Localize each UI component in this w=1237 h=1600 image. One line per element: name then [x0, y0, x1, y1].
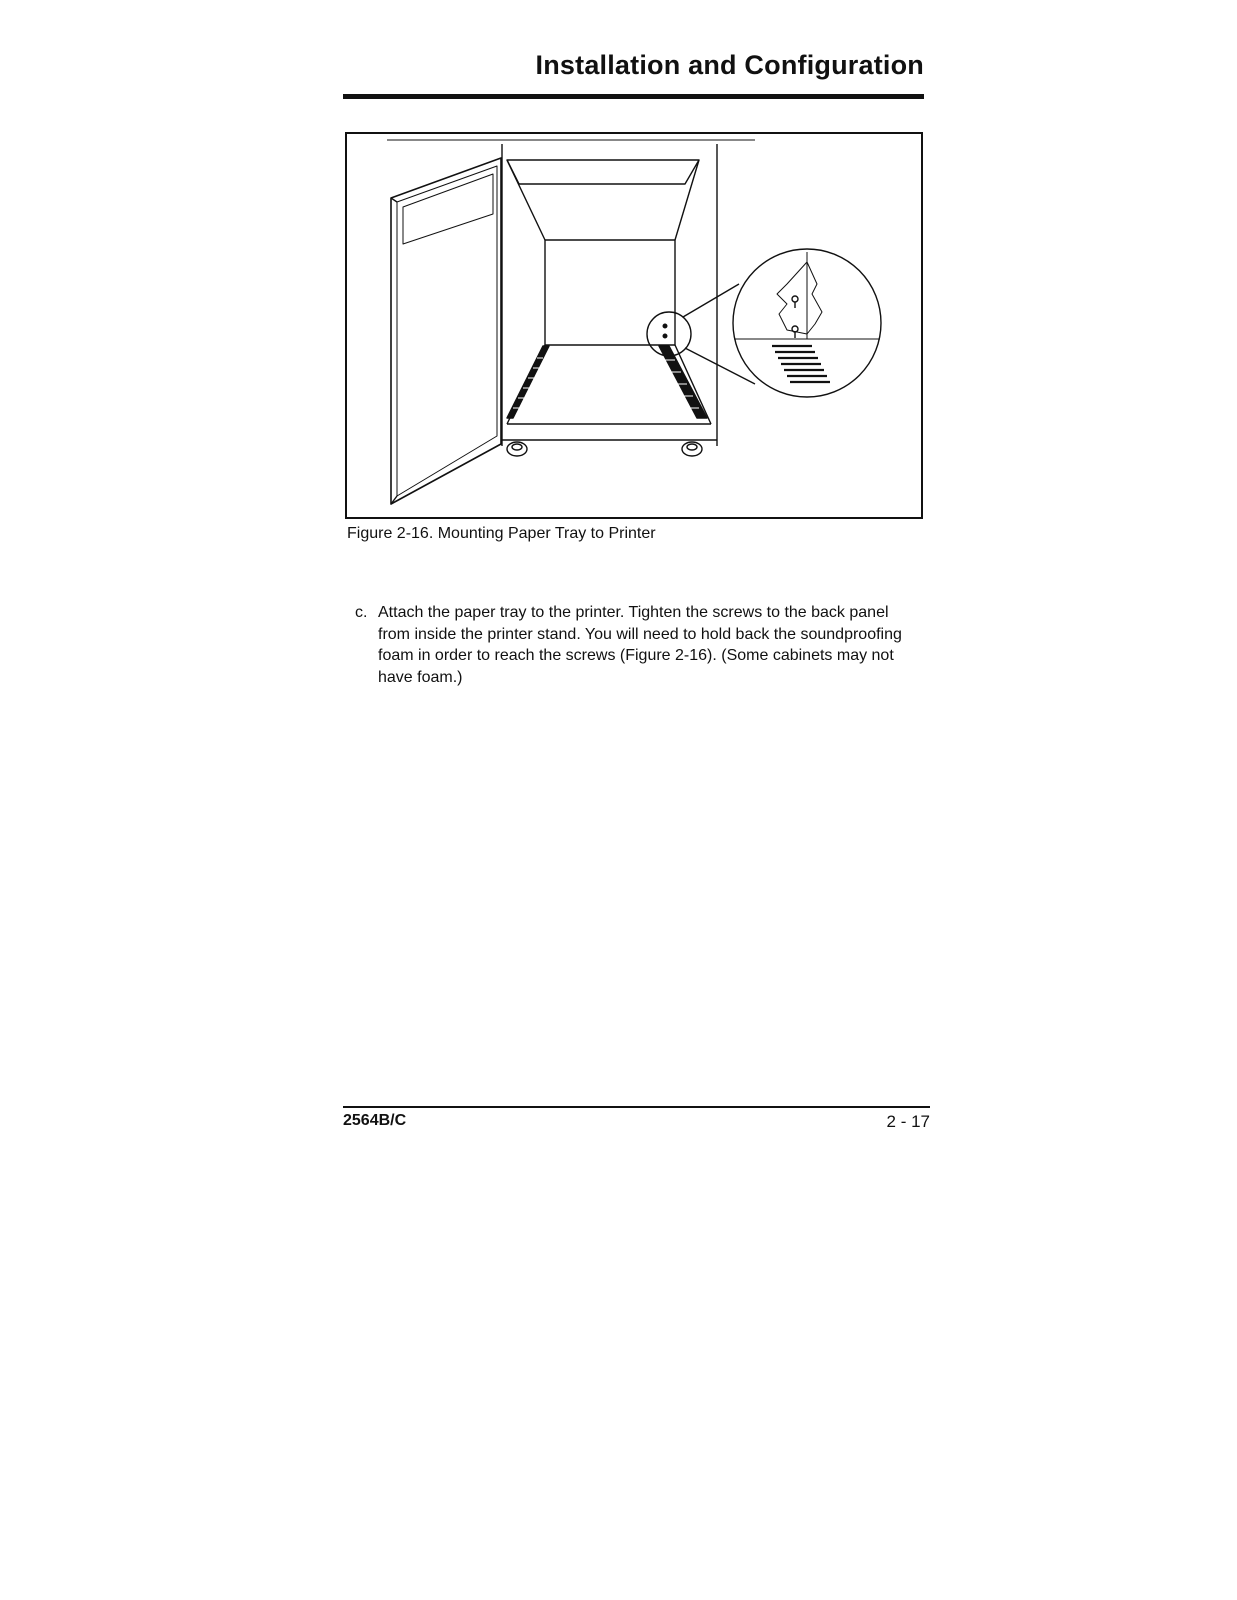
- footer-model: 2564B/C: [343, 1112, 407, 1129]
- foam-cutaway: [777, 262, 822, 334]
- instruction-step: [355, 602, 915, 688]
- page-header-title: Installation and Configuration: [535, 50, 924, 80]
- figure-caption: Figure 2-16. Mounting Paper Tray to Printer: [347, 525, 656, 542]
- footer-rule: [343, 1106, 930, 1108]
- screw-icon: [792, 296, 798, 308]
- step-text: Attach the paper tray to the printer. Tighten the screws to the back panel from inside the printer stand. You will need to hold back the soundproofing foam in order to reach the screws (Figure 2-16). (Some cabinets may not have foam.): [378, 604, 902, 686]
- step-marker: c.: [355, 604, 368, 621]
- cabinet-door: [391, 158, 501, 504]
- detail-rail-stripes: [772, 346, 830, 382]
- cabinet-back-wall: [545, 240, 675, 345]
- right-rail: [659, 346, 707, 418]
- cabinet-ceiling: [507, 160, 699, 184]
- header-rule: [343, 94, 924, 99]
- figure-frame: [345, 132, 923, 519]
- footer-page-number: 2 - 17: [886, 1112, 930, 1131]
- left-rail: [507, 346, 549, 418]
- cabinet-illustration: [347, 134, 921, 517]
- screw-icon-2: [792, 326, 798, 338]
